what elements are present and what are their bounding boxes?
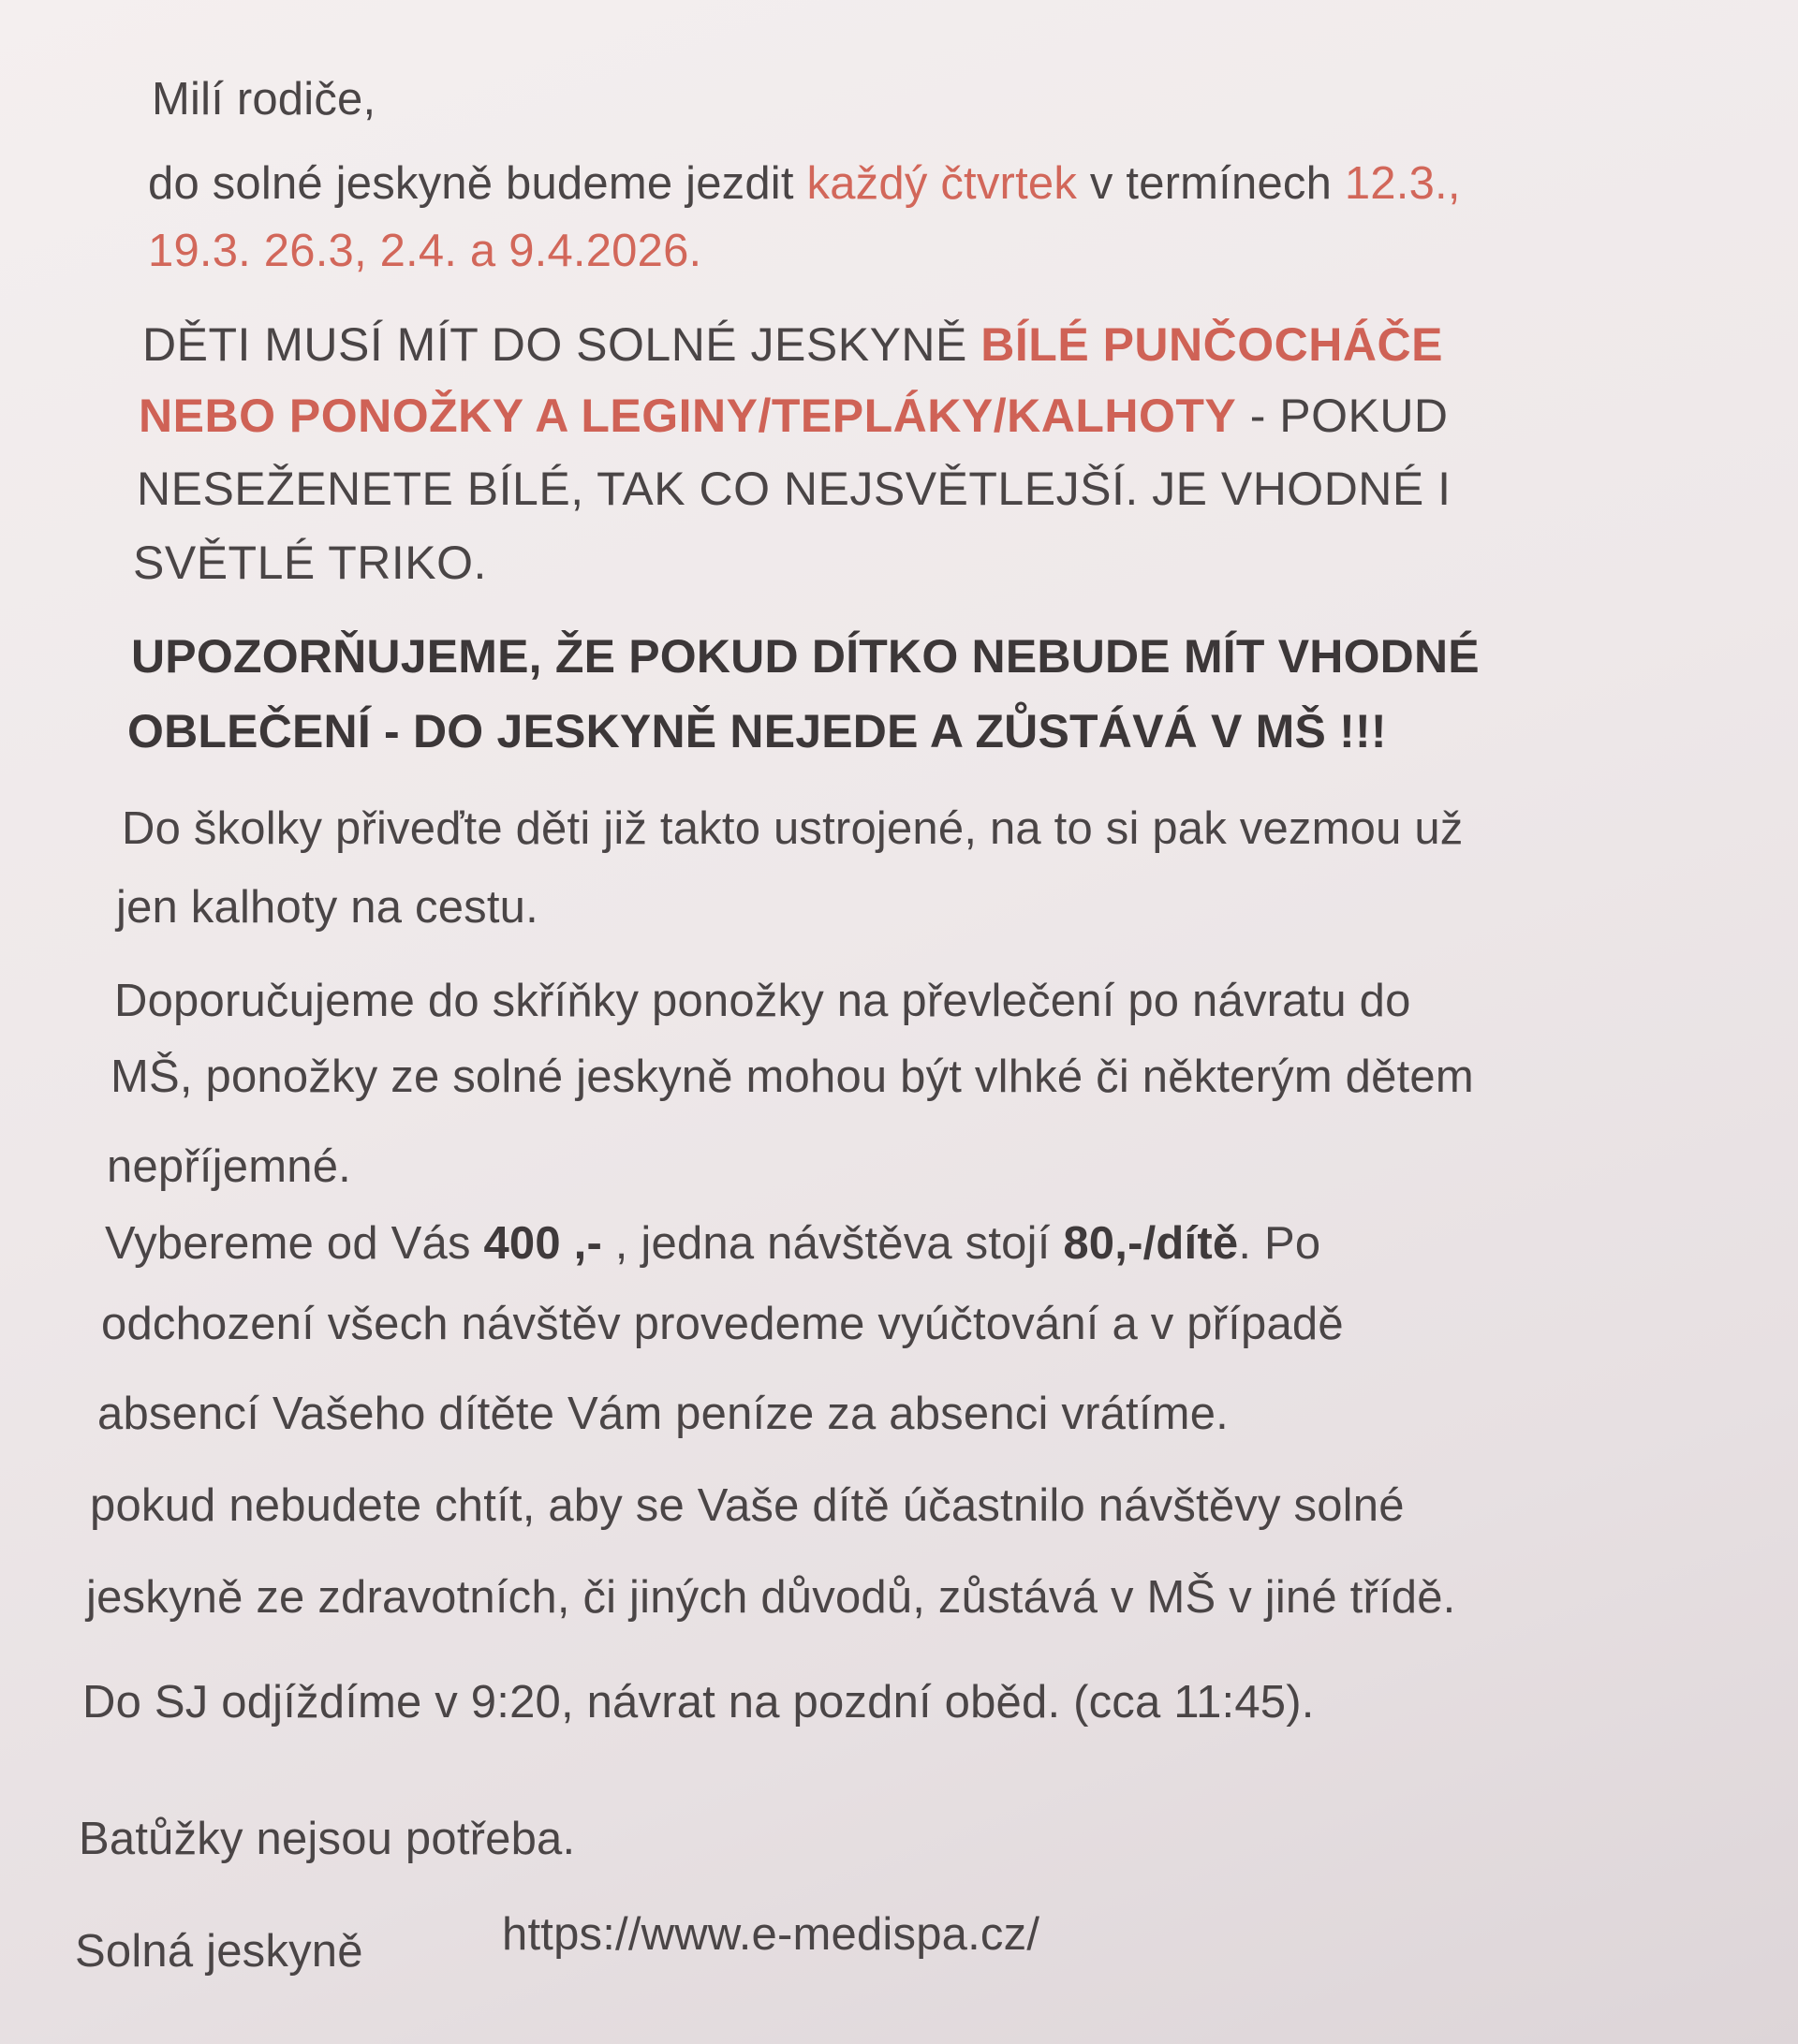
clothing-text-2: - POKUD [1236,390,1449,442]
departure-note: Do SJ odjíždíme v 9:20, návrat na pozdní oběd. (cca 11:45). [82,1677,1315,1728]
optout-line-2: jeskyně ze zdravotních, či jiných důvodů, zůstává v MŠ v jiné třídě. [86,1572,1456,1623]
payment-line-3: absencí Vašeho dítěte Vám peníze za absenci vrátíme. [97,1389,1229,1439]
clothing-line-1 [142,318,1443,371]
schedule-text-2: v termínech [1077,158,1345,209]
payment-text-1: Vybereme od Vás [105,1218,484,1269]
payment-amount: 400 ,- [483,1218,602,1269]
schedule-day-highlight: každý čtvrtek [806,158,1078,209]
dressed-line-1: Do školky přiveďte děti již takto ustrojené, na to si pak vezmou už [122,803,1464,854]
footer-url: https://www.e-medispa.cz/ [502,1909,1040,1960]
payment-text-2: , jedna návštěva stojí [601,1218,1064,1269]
greeting: Milí rodiče, [152,74,376,125]
clothing-line-2 [139,390,1449,442]
clothing-highlight-1: BÍLÉ PUNČOCHÁČE [980,318,1443,371]
dressed-line-2: jen kalhoty na cestu. [116,882,538,933]
schedule-text-1: do solné jeskyně budeme jezdit [148,158,807,209]
backpacks-note: Batůžky nejsou potřeba. [79,1814,576,1864]
optout-line-1: pokud nebudete chtít, aby se Vaše dítě účastnilo návštěvy solné [90,1480,1405,1531]
schedule-dates-1: 12.3., [1344,158,1461,209]
warning-line-1: UPOZORŇUJEME, ŽE POKUD DÍTKO NEBUDE MÍT VHODNÉ [131,630,1480,683]
payment-line-2: odchození všech návštěv provedeme vyúčtování a v případě [101,1299,1344,1349]
socks-line-1: Doporučujeme do skříňky ponožky na převlečení po návratu do [114,976,1411,1026]
payment-price: 80,-/dítě [1063,1218,1239,1269]
socks-line-2: MŠ, ponožky ze solné jeskyně mohou být vlhké či některým dětem [111,1051,1474,1102]
payment-line-1 [105,1218,1321,1269]
schedule-dates-2: 19.3. 26.3, 2.4. a 9.4.2026. [148,226,702,276]
clothing-line-4: SVĚTLÉ TRIKO. [133,537,487,589]
clothing-highlight-2: NEBO PONOŽKY A LEGINY/TEPLÁKY/KALHOTY [139,390,1237,442]
schedule-line-1 [148,158,1461,209]
clothing-text-1: DĚTI MUSÍ MÍT DO SOLNÉ JESKYNĚ [142,318,981,371]
footer-label: Solná jeskyně [75,1926,363,1977]
socks-line-3: nepříjemné. [107,1141,351,1192]
payment-text-3: . Po [1238,1218,1321,1269]
warning-line-2: OBLEČENÍ - DO JESKYNĚ NEJEDE A ZŮSTÁVÁ V MŠ !!! [127,705,1387,757]
clothing-line-3: NESEŽENETE BÍLÉ, TAK CO NEJSVĚTLEJŠÍ. JE VHODNÉ I [137,463,1452,515]
